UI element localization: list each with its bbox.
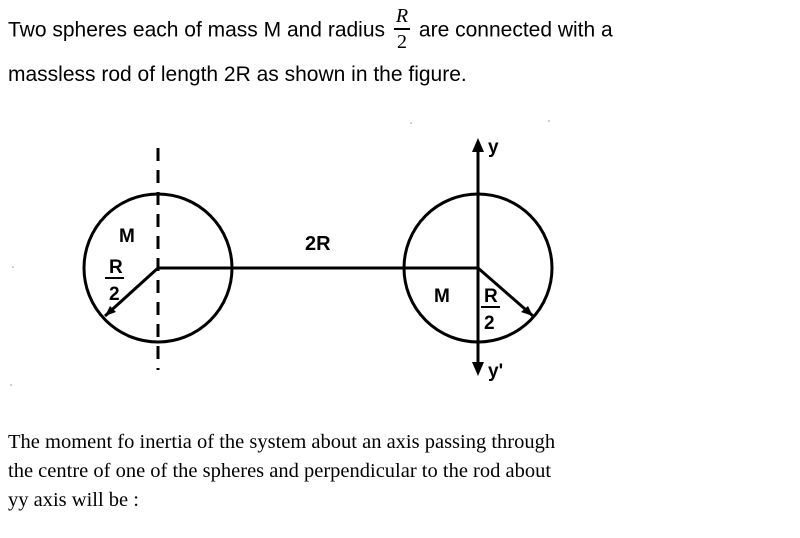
yy-axis-top-arrowhead [472,138,484,152]
right-sphere-radius-denominator: 2 [484,313,495,334]
rod-length-label: 2R [305,233,331,255]
scan-speck [10,384,12,386]
scan-speck [410,122,412,124]
question-statement [8,5,792,96]
left-sphere-radius-numerator: R [109,257,123,278]
answer-prompt-line-1: The moment fo inertia of the system about an axis passing through [8,431,556,453]
axis-top-label: y [488,137,499,158]
scan-speck [548,120,550,122]
question-text-part-1: Two spheres each of mass M and radius [8,18,386,42]
fraction-numerator: R [395,5,409,27]
axis-bottom-label: y' [488,361,504,382]
right-sphere-mass-label: M [434,286,450,307]
physics-figure [0,120,800,410]
right-sphere-radius-numerator: R [484,286,498,307]
yy-axis-bottom-arrowhead [472,362,484,376]
question-text-part-2: are connected with a [418,18,613,42]
fraction-denominator: 2 [396,31,407,53]
scan-speck [12,266,14,268]
question-text-line-2: massless rod of length 2R as shown in the figure. [8,63,467,86]
radius-fraction [394,6,410,52]
answer-prompt-line-3: yy axis will be : [8,489,139,511]
figure-svg [0,120,800,410]
left-sphere-mass-label: M [119,226,135,247]
fraction-bar [394,28,410,30]
answer-prompt [8,428,792,515]
answer-prompt-line-2: the centre of one of the spheres and perpendicular to the rod about [8,460,552,482]
left-sphere-radius-denominator: 2 [109,284,120,305]
